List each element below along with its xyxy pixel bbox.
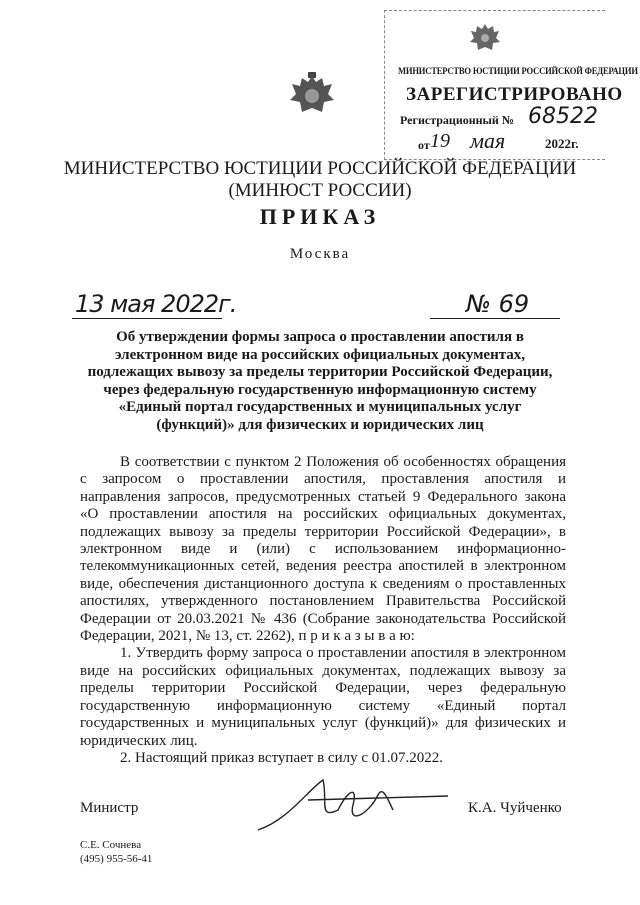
contact-phone: (495) 955-56-41 (80, 853, 153, 865)
stamp-date-year: 2022г. (545, 136, 579, 151)
stamp-date-day: 19 (430, 130, 450, 152)
stamp-date-month: мая (470, 128, 506, 153)
date-underline (72, 318, 222, 319)
contact-name: С.Е. Сочнева (80, 839, 142, 851)
ministry-line1: МИНИСТЕРСТВО ЮСТИЦИИ РОССИЙСКОЙ ФЕДЕРАЦИИ (63, 158, 577, 179)
minister-name: К.А. Чуйченко (468, 800, 562, 816)
order-number: № 69 (466, 290, 530, 318)
stamp-registered: ЗАРЕГИСТРИРОВАНО (406, 84, 623, 105)
handwritten-signature (248, 770, 468, 840)
stamp-reg-label: Регистрационный № (400, 113, 514, 127)
paragraph-item-1: 1. Утвердить форму запроса о проставлении апостиля в электронном виде на российских официальных документах, подлежащих вывозу за пределы территории Российской Федерации, через федеральную государственную информационную систему «Единый портал государственных и муниципальных услуг (функций)» для физических и юридических лиц. (80, 645, 566, 749)
paragraph-preamble: В соответствии с пунктом 2 Положения об особенностях обращения с запросом о проставлении апостиля, проставления апостиля и направления запросов, предусмотренных статьей 9 Федерального закона «О проставлении апостиля на российских официальных документах, подлежащих вывозу за пределы территории Российской Федерации», в электронном виде и (или) с использованием информационно-телекоммуникационных сетей, ведения реестра апостилей в электронном виде, обеспечения дистанционного доступа к сведениям о проставленных апостилях, утвержденного постановлением Правительства Российской Федерации от 20.03.2021 № 436 (Собрание законодательства Российской Федерации, 2021, № 13, ст. 2262), п р и к а з ы в а ю: (80, 454, 566, 645)
order-heading: ПРИКАЗ (259, 204, 381, 229)
contact-block (80, 838, 152, 866)
city: Москва (289, 246, 351, 262)
stamp-emblem-icon (468, 20, 502, 56)
stamp-ministry: МИНИСТЕРСТВО ЮСТИЦИИ РОССИЙСКОЙ ФЕДЕРАЦИИ (398, 66, 638, 76)
minister-label: Министр (80, 800, 139, 816)
russian-eagle-emblem-icon (286, 70, 338, 122)
stamp-from-label: от (418, 138, 430, 152)
stamp-reg-number: 68522 (528, 104, 598, 129)
ministry-heading (0, 158, 640, 202)
order-date: 13 мая 2022г. (75, 290, 237, 318)
paragraph-item-2: 2. Настоящий приказ вступает в силу с 01.07.2022. (120, 749, 443, 766)
document-body (80, 454, 566, 767)
document-title: Об утверждении формы запроса о проставлении апостиля в электронном виде на российских официальных документах, подлежащих вывозу за пределы территории Российской Федерации, через федеральную государственную информационную систему «Единый портал государственных и муниципальных услуг (функций)» для физических и юридических лиц (87, 329, 553, 433)
number-underline (430, 318, 560, 319)
ministry-line2: (МИНЮСТ РОССИИ) (228, 180, 412, 201)
